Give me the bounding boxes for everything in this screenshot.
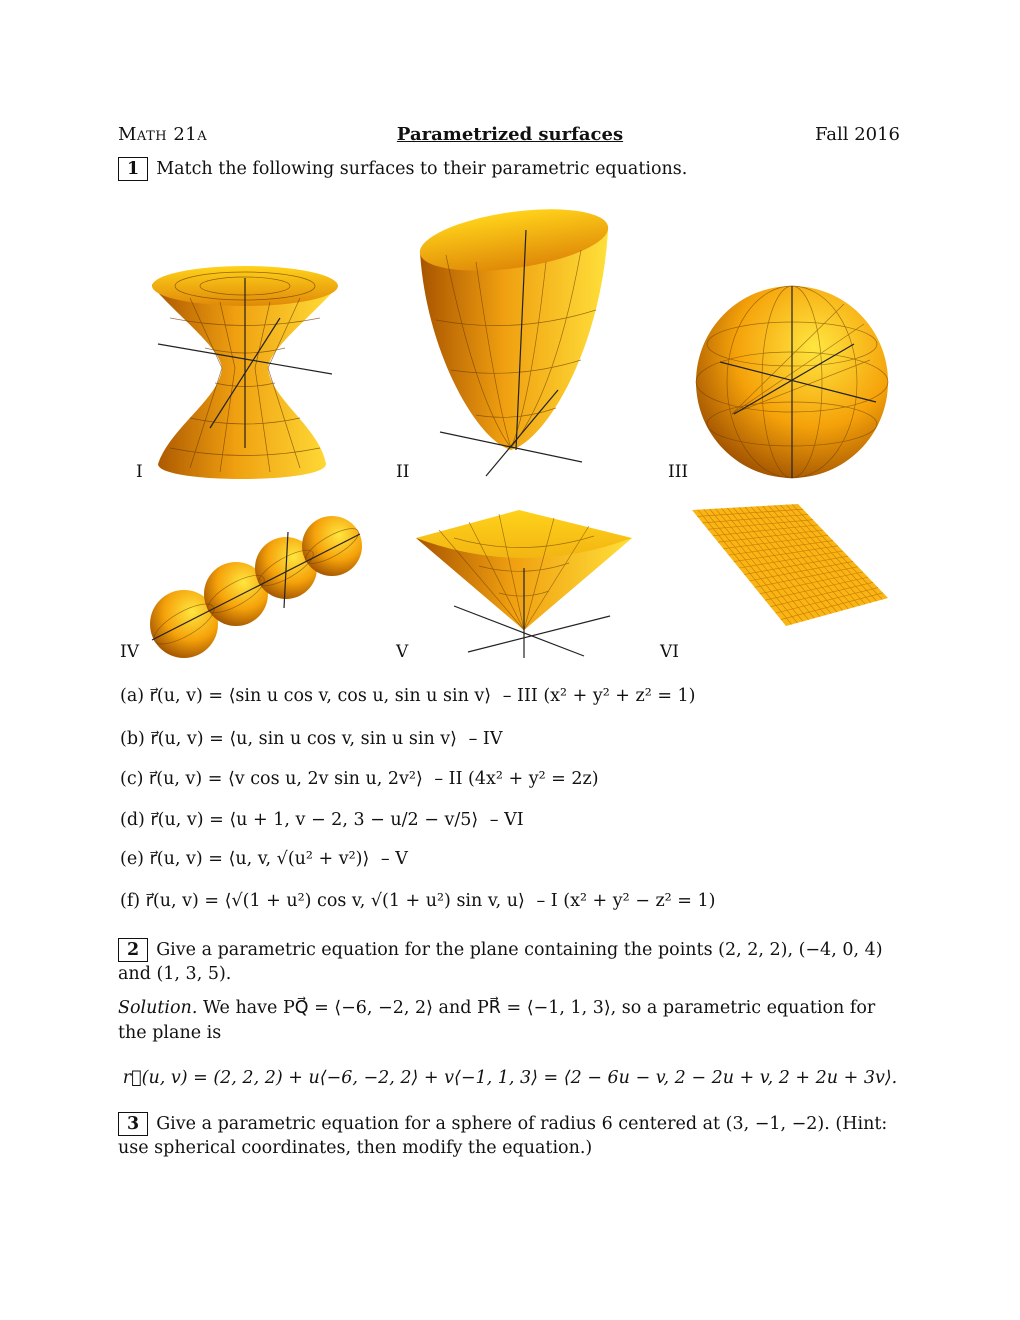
- equation-formula: r⃗(u, v) = ⟨√(1 + u²) cos v, √(1 + u²) sin v, u⟩: [145, 891, 525, 911]
- solution-label: Solution.: [118, 998, 198, 1018]
- problem-1-text: Match the following surfaces to their parametric equations.: [156, 159, 688, 179]
- problem-2: [118, 938, 902, 986]
- equation-answer: – VI: [489, 810, 524, 830]
- equation-letter: (a): [120, 686, 145, 706]
- figure-label-i: I: [136, 462, 143, 482]
- problem-1: [118, 157, 902, 181]
- course-name: Math 21a: [118, 124, 208, 145]
- figure-label-ii: II: [396, 462, 410, 482]
- equation-formula: r⃗(u, v) = ⟨sin u cos v, cos u, sin u sin v⟩: [149, 686, 492, 706]
- equation-formula: r⃗(u, v) = ⟨u + 1, v − 2, 3 − u/2 − v/5⟩: [150, 810, 479, 830]
- figure-cone: [414, 508, 634, 660]
- term: Fall 2016: [814, 124, 900, 145]
- equation-e: [120, 849, 408, 869]
- figure-label-v: V: [396, 642, 409, 662]
- figure-label-iv: IV: [120, 642, 139, 662]
- figure-sphere-chain: [148, 512, 364, 662]
- equation-letter: (b): [120, 729, 145, 749]
- problem-number-box: 1: [118, 157, 148, 181]
- figure-plane: [690, 502, 890, 628]
- figure-hyperboloid: [150, 258, 340, 480]
- problem-3-text: Give a parametric equation for a sphere of radius 6 centered at (3, −1, −2). (Hint: use spherical coordinates, then modify the equation.): [118, 1114, 888, 1158]
- figure-label-iii: III: [668, 462, 689, 482]
- equation-letter: (c): [120, 769, 144, 789]
- solution-2: [118, 996, 902, 1046]
- equation-formula: r⃗(u, v) = ⟨v cos u, 2v sin u, 2v²⟩: [149, 769, 423, 789]
- equation-letter: (d): [120, 810, 145, 830]
- figure-label-vi: VI: [660, 642, 679, 662]
- equation-d: [120, 810, 524, 830]
- equation-answer: – I (x² + y² − z² = 1): [536, 891, 716, 911]
- page-title: Parametrized surfaces: [396, 124, 624, 145]
- problem-number-box: 3: [118, 1112, 148, 1136]
- problem-number-box: 2: [118, 938, 148, 962]
- solution-text: We have PQ⃗ = ⟨−6, −2, 2⟩ and PR⃗ = ⟨−1, 1, 3⟩, so a parametric equation for the plane is: [118, 998, 876, 1043]
- equation-c: [120, 769, 599, 789]
- equation-f: [120, 891, 715, 911]
- figure-sphere: [694, 284, 890, 480]
- problem-2-text: Give a parametric equation for the plane containing the points (2, 2, 2), (−4, 0, 4) and (1, 3, 5).: [118, 940, 883, 984]
- equation-answer: – V: [380, 849, 408, 869]
- equation-letter: (e): [120, 849, 145, 869]
- equation-answer: – IV: [468, 729, 503, 749]
- equation-formula: r⃗(u, v) = ⟨u, v, √(u² + v²)⟩: [149, 849, 370, 869]
- problem-3: [118, 1112, 902, 1160]
- equation-a: [120, 686, 696, 706]
- equation-answer: – III (x² + y² + z² = 1): [502, 686, 696, 706]
- equation-answer: – II (4x² + y² = 2z): [434, 769, 599, 789]
- equation-formula: r⃗(u, v) = ⟨u, sin u cos v, sin u sin v⟩: [150, 729, 458, 749]
- equation-b: [120, 729, 502, 749]
- equation-letter: (f): [120, 891, 141, 911]
- solution-equation: r⃗(u, v) = (2, 2, 2) + u⟨−6, −2, 2⟩ + v⟨−1, 1, 3⟩ = ⟨2 − 6u − v, 2 − 2u + v, 2 + 2u + 3v⟩.: [122, 1068, 898, 1088]
- figure-paraboloid: [416, 200, 612, 478]
